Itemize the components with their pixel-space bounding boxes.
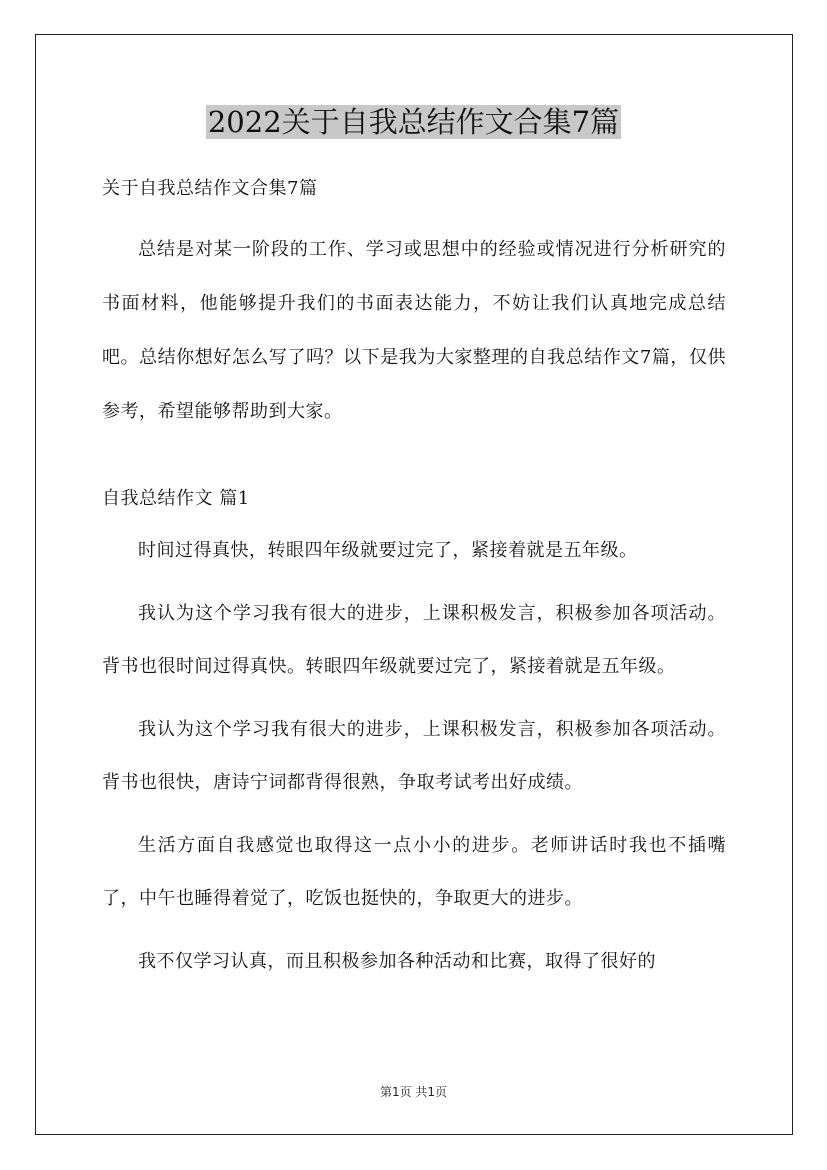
section-paragraph: 我不仅学习认真，而且积极参加各种活动和比赛，取得了很好的 <box>138 951 656 972</box>
section-1 <box>102 484 726 988</box>
document-body <box>102 176 726 998</box>
section-paragraph: 生活方面自我感觉也取得这一点小小的进步。老师讲话时我也不插嘴了，中午也睡得着觉了，吃饭也挺快的，争取更大的进步。 <box>102 835 726 909</box>
document-subtitle: 关于自我总结作文合集7篇 <box>102 178 318 199</box>
document-title <box>0 102 827 142</box>
intro-paragraph: 总结是对某一阶段的工作、学习或思想中的经验或情况进行分析研究的书面材料，他能够提升我们的书面表达能力，不妨让我们认真地完成总结吧。总结你想好怎么写了吗？以下是我为大家整理的自我总结作文7篇，仅供参考，希望能够帮助到大家。 <box>102 239 726 422</box>
section-paragraph: 我认为这个学习我有很大的进步，上课积极发言，积极参加各项活动。背书也很时间过得真快。转眼四年级就要过完了，紧接着就是五年级。 <box>102 603 726 677</box>
section-heading: 自我总结作文 篇1 <box>102 488 250 509</box>
document-title-text: 2022关于自我总结作文合集7篇 <box>207 105 620 139</box>
page-footer: 第1页 共1页 <box>379 1085 448 1099</box>
section-paragraph: 时间过得真快，转眼四年级就要过完了，紧接着就是五年级。 <box>138 540 638 561</box>
section-paragraph: 我认为这个学习我有很大的进步，上课积极发言，积极参加各项活动。背书也很快，唐诗宁词都背得很熟，争取考试考出好成绩。 <box>102 719 726 793</box>
